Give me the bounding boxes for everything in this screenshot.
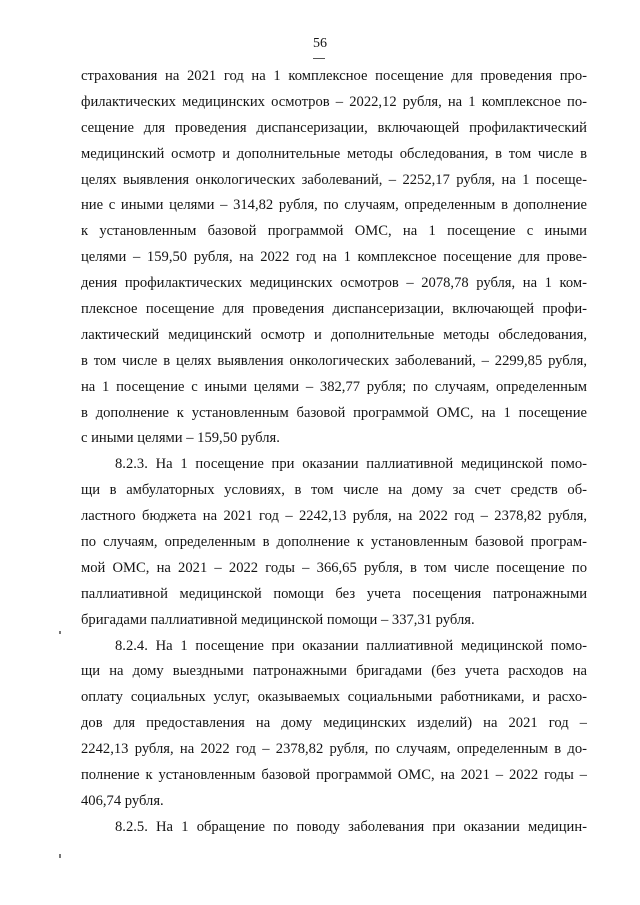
text-line: по случаям, определенным в дополнение к установленным базовой програм-: [81, 534, 587, 551]
paragraph-8-2-5: [81, 815, 587, 841]
text-line: мой ОМС, на 2021 – 2022 годы – 366,65 рубля, в том числе посещение по: [81, 559, 587, 576]
text-line: 8.2.5. На 1 обращение по поводу заболевания при оказании медицин-: [115, 818, 587, 835]
text-line: полнение к установленным базовой программой ОМС, на 2021 – 2022 годы –: [81, 767, 587, 784]
text-line: ластного бюджета на 2021 год – 2242,13 рубля, на 2022 год – 2378,82 рубля,: [81, 508, 587, 525]
scan-speck: [59, 854, 61, 858]
text-line: оплату социальных услуг, оказываемых социальными работниками, и расхо-: [81, 689, 587, 706]
text-line: медицинский осмотр и дополнительные методы обследования, в том числе в: [81, 145, 587, 162]
document-body: [81, 64, 587, 841]
scan-speck: [59, 631, 61, 634]
text-line: паллиативной медицинской помощи без учета посещения патронажными: [81, 585, 587, 602]
text-line: плексное посещение для проведения диспансеризации, включающей профи-: [81, 301, 587, 318]
page-number-dash: [313, 58, 325, 59]
text-line: в дополнение к установленным базовой программой ОМС, на 1 посещение: [81, 404, 587, 421]
paragraph-8-2-4: [81, 634, 587, 815]
text-line: филактических медицинских осмотров – 2022,12 рубля, на 1 комплексное по-: [81, 93, 587, 110]
text-line: ние с иными целями – 314,82 рубля, по случаям, определенным в дополнение: [81, 197, 587, 214]
paragraph-continuation: [81, 64, 587, 452]
page-number: 56: [313, 36, 327, 51]
text-line: щи в амбулаторных условиях, в том числе на дому за счет средств об-: [81, 482, 587, 499]
text-line: бригадами паллиативной медицинской помощи – 337,31 рубля.: [81, 611, 475, 628]
text-line: в том числе в целях выявления онкологических заболеваний, – 2299,85 рубля,: [81, 352, 587, 369]
text-line: 8.2.4. На 1 посещение при оказании паллиативной медицинской помо-: [115, 637, 587, 654]
text-line: целями – 159,50 рубля, на 2022 год на 1 комплексное посещение для прове-: [81, 249, 587, 266]
text-line: дов для предоставления на дому медицинских изделий) на 2021 год –: [81, 715, 587, 732]
text-line: к установленным базовой программой ОМС, на 1 посещение с иными: [81, 223, 587, 240]
text-line: целях выявления онкологических заболеваний, – 2252,17 рубля, на 1 посеще-: [81, 171, 587, 188]
text-line: 8.2.3. На 1 посещение при оказании паллиативной медицинской помо-: [115, 456, 587, 473]
text-line: сещение для проведения диспансеризации, включающей профилактический: [81, 119, 587, 136]
text-line: лактический медицинский осмотр и дополнительные методы обследования,: [81, 326, 587, 343]
text-line: щи на дому выездными патронажными бригадами (без учета расходов на: [81, 663, 587, 680]
text-line: 406,74 рубля.: [81, 792, 164, 809]
text-line: страхования на 2021 год на 1 комплексное посещение для проведения про-: [81, 68, 587, 84]
text-line: на 1 посещение с иными целями – 382,77 рубля; по случаям, определенным: [81, 378, 587, 395]
text-line: дения профилактических медицинских осмотров – 2078,78 рубля, на 1 ком-: [81, 275, 587, 292]
text-line: с иными целями – 159,50 рубля.: [81, 430, 280, 447]
text-line: 2242,13 рубля, на 2022 год – 2378,82 рубля, по случаям, определенным в до-: [81, 741, 587, 758]
paragraph-8-2-3: [81, 452, 587, 633]
